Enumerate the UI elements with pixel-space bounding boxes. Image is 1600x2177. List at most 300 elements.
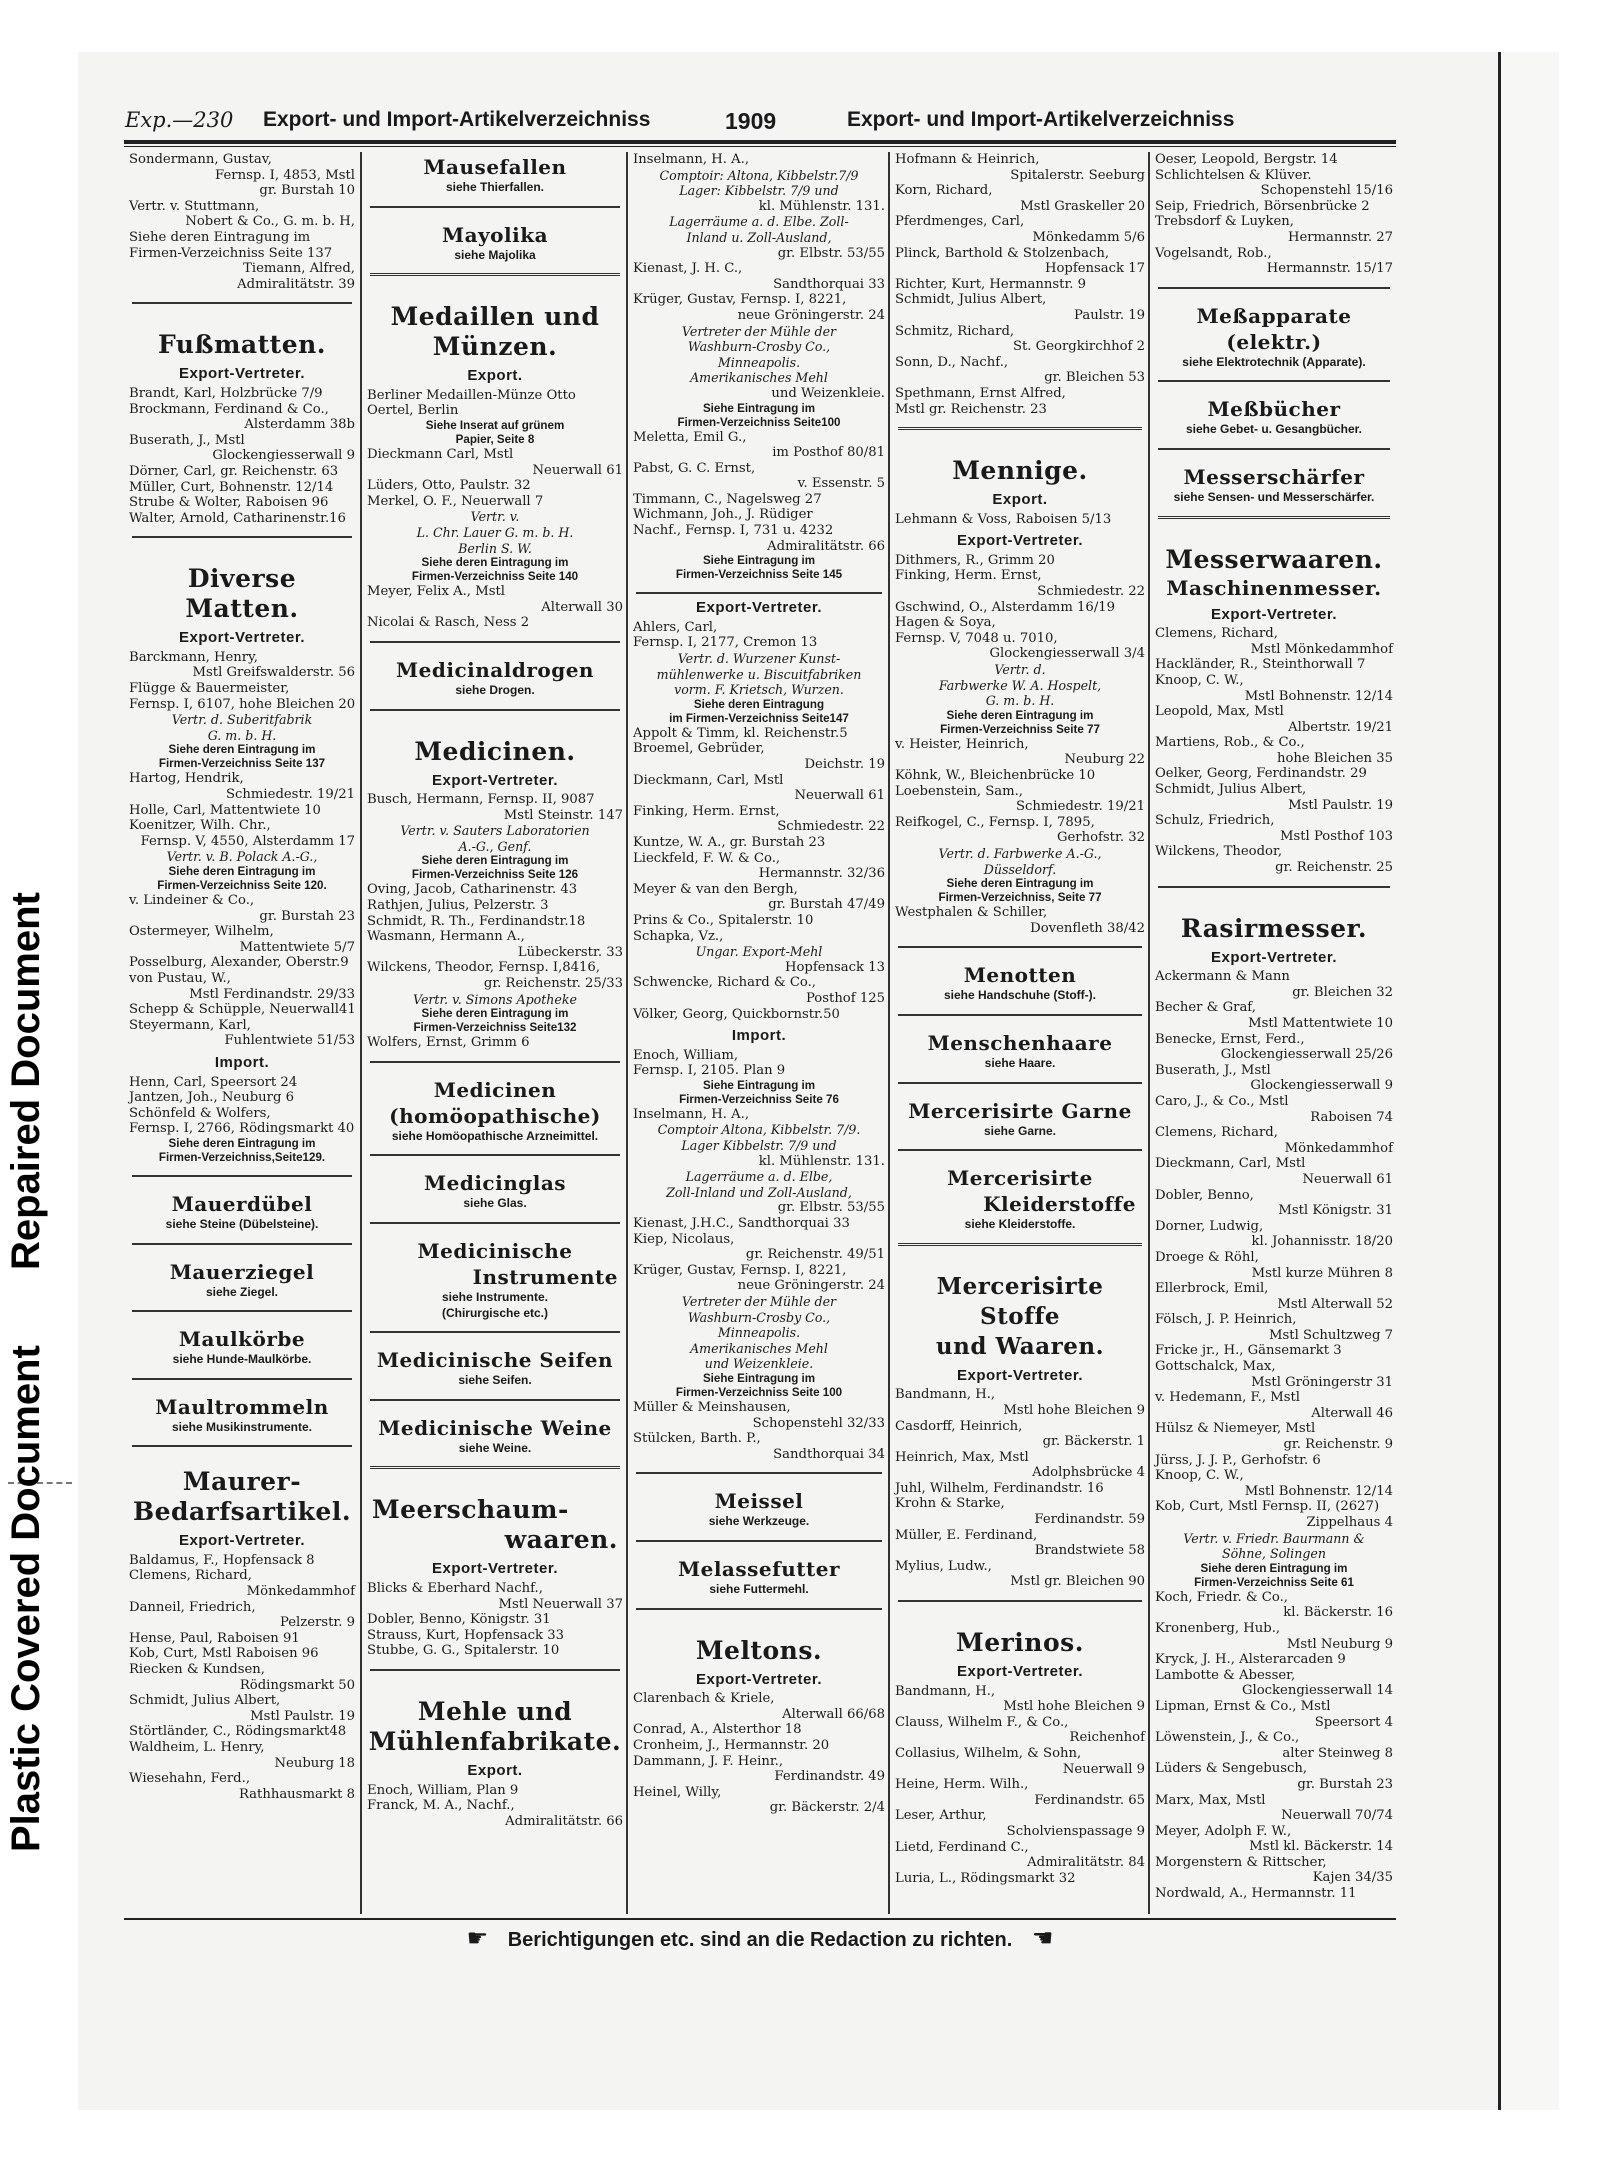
entry-line: Neuerwall 9	[1062, 1761, 1145, 1777]
entry-line: Rathhausmarkt 8	[238, 1786, 355, 1802]
divider	[636, 592, 882, 594]
entry-line: Wichmann, Joh., J. Rüdiger	[633, 507, 813, 523]
entry-line: Admiralitätstr. 39	[237, 276, 355, 292]
category-title: Melassefutter	[677, 1556, 841, 1581]
entry-line: Mstl gr. Bleichen 90	[1010, 1574, 1145, 1590]
entry-line: Posthof 125	[805, 990, 885, 1006]
entry-line: Gschwind, O., Alsterdamm 16/19	[895, 599, 1116, 615]
category-title: Medicinen.	[414, 736, 576, 766]
entry-line: gr. Burstah 47/49	[768, 897, 885, 913]
see-reference: siehe Majolika	[454, 247, 536, 262]
entry-line: Vertr. d. Wurzener Kunst-	[677, 651, 841, 667]
see-reference: siehe Haare.	[984, 1055, 1056, 1070]
see-reference: siehe Homöopathische Arzneimittel.	[391, 1128, 599, 1143]
entry-line: gr. Reichenstr. 25/33	[483, 976, 623, 992]
divider	[132, 1310, 352, 1312]
entry-note: Siehe Eintragung im	[702, 1078, 816, 1092]
entry-list	[628, 1048, 890, 1463]
footer-text: Berichtigungen etc. sind an die Redaction zu richten.	[507, 1929, 1013, 1951]
category-title: Meltons.	[695, 1635, 823, 1665]
entry-line: gr. Burstah 23	[259, 908, 355, 924]
entry-line: gr. Elbstr. 53/55	[777, 245, 885, 261]
entry-line: Mönkedamm 5/6	[1032, 229, 1145, 245]
column-3	[626, 152, 890, 1914]
entry-line: Lübeckerstr. 33	[517, 944, 623, 960]
entry-line: gr. Bäckerstr. 2/4	[769, 1800, 885, 1816]
entry-line: hohe Bleichen 35	[1276, 750, 1393, 766]
page-header	[125, 108, 1395, 138]
entry-line: Becher & Graf,	[1155, 1000, 1256, 1016]
category-title: Merinos.	[956, 1628, 1084, 1658]
divider	[1158, 886, 1390, 888]
category-title: Meerschaum-	[372, 1495, 569, 1525]
entry-line: Mstl kl. Bäckerstr. 14	[1249, 1839, 1393, 1855]
entry-line: Franck, M. A., Nachf.,	[367, 1798, 515, 1814]
footer-rule	[124, 1918, 1396, 1920]
entry-line: Wilckens, Theodor, Fernsp. I,8416,	[367, 960, 601, 976]
entry-note: Firmen-Verzeichniss Seite 137	[158, 757, 326, 771]
entry-note: im Firmen-Verzeichniss Seite147	[669, 711, 849, 725]
divider	[132, 1243, 352, 1245]
entry-line: Lipman, Ernst & Co., Mstl	[1155, 1698, 1331, 1714]
category-title: Maurer-	[182, 1467, 302, 1497]
section-subtitle: Export.	[467, 1761, 523, 1779]
entry-line: Raboisen 74	[1310, 1109, 1393, 1125]
entry-line: Ferdinandstr. 65	[1034, 1792, 1145, 1808]
entry-line: Hermannstr. 15/17	[1266, 261, 1393, 277]
entry-line: Mstl Mattentwiete 10	[1248, 1016, 1393, 1031]
entry-line: Hopfensack 13	[784, 959, 885, 975]
entry-line: Comptoir Altona, Kibbelstr. 7/9.	[657, 1122, 861, 1138]
see-reference: siehe Weine.	[458, 1440, 532, 1455]
entry-line: Inselmann, H. A.,	[633, 152, 750, 167]
entry-line: Kryck, J. H., Alsterarcaden 9	[1155, 1652, 1346, 1668]
entry-line: Köhnk, W., Bleichenbrücke 10	[895, 768, 1096, 783]
entry-line: Neuerwall 61	[794, 788, 885, 804]
category-title: Messerschärfer	[1183, 464, 1365, 489]
divider	[370, 1466, 620, 1469]
entry-line: Cronheim, J., Hermannstr. 20	[633, 1737, 830, 1753]
divider	[1158, 380, 1390, 382]
entry-line: Lambotte & Abesser,	[1155, 1667, 1296, 1683]
entry-line: Caro, J., & Co., Mstl	[1155, 1093, 1289, 1109]
entry-line: Clarenbach & Kriele,	[633, 1691, 775, 1707]
entry-line: Schepp & Schüpple, Neuerwall41	[129, 1002, 356, 1018]
entry-line: neue Gröningerstr. 24	[737, 307, 885, 323]
entry-line: Berlin S. W.	[458, 540, 532, 556]
entry-line: Amerikanisches Mehl	[690, 1340, 828, 1356]
entry-line: Buserath, J., Mstl	[1155, 1062, 1271, 1078]
entry-line: alter Steinweg 8	[1282, 1745, 1393, 1761]
entry-line: Vertr. v. Simons Apotheke	[413, 991, 577, 1007]
entry-line: Lagerräume a. d. Elbe,	[685, 1169, 833, 1185]
entry-note: Firmen-Verzeichniss, Seite 77	[938, 891, 1102, 905]
entry-line: kl. Mühlenstr. 131.	[758, 1153, 885, 1169]
entry-line: Busch, Hermann, Fernsp. II, 9087	[367, 792, 595, 808]
category-title: Menotten	[963, 963, 1077, 988]
see-reference: siehe Elektrotechnik (Apparate).	[1182, 354, 1366, 369]
entry-line: Mstl Gröningerstr 31	[1251, 1374, 1393, 1390]
entry-line: St. Georgkirchhof 2	[1012, 339, 1145, 355]
entry-line: Dieckmann, Carl, Mstl	[633, 772, 784, 788]
category-title: Mehle und	[417, 1696, 573, 1726]
entry-line: Nordwald, A., Hermannstr. 11	[1155, 1886, 1357, 1902]
entry-line: Söhne, Solingen	[1222, 1546, 1326, 1562]
entry-line: G. m. b. H.	[207, 727, 277, 743]
entry-line: Fernsp. V, 4550, Alsterdamm 17	[140, 833, 355, 849]
divider	[898, 1149, 1142, 1151]
col4-continued-entries	[890, 152, 1150, 417]
entry-line: Schapka, Vz.,	[633, 928, 724, 944]
see-reference: siehe Futtermehl.	[709, 1581, 809, 1596]
category-title-line2: waaren.	[504, 1525, 618, 1555]
entry-line: Clemens, Richard,	[1155, 626, 1278, 642]
entry-note: Firmen-Verzeichniss Seite 76	[679, 1092, 839, 1106]
see-reference: siehe Hunde-Maulkörbe.	[172, 1352, 312, 1367]
category-title-line2: (homöopathische)	[389, 1103, 601, 1128]
entry-line: Vertr. v.	[470, 509, 520, 525]
see-reference: siehe Handschuhe (Stoff-).	[943, 988, 1096, 1003]
entry-line: Prins & Co., Spitalerstr. 10	[633, 912, 814, 928]
entry-line: Mstl gr. Reichenstr. 23	[895, 401, 1047, 417]
entry-line: Pelzerstr. 9	[279, 1615, 355, 1631]
category-title-line2: Instrumente	[472, 1265, 618, 1289]
category-title-line2: Münzen.	[432, 332, 558, 362]
entry-line: Krüger, Gustav, Fernsp. I, 8221,	[633, 1262, 847, 1278]
entry-line: Reifkogel, C., Fernsp. I, 7895,	[895, 814, 1095, 830]
entry-line: Enoch, William, Plan 9	[367, 1782, 519, 1798]
entry-line: und Weizenkleie.	[704, 1356, 814, 1372]
category-title: Menschenhaare	[927, 1030, 1113, 1055]
entry-line: L. Chr. Lauer G. m. b. H.	[416, 524, 574, 540]
entry-line: Krüger, Gustav, Fernsp. I, 8221,	[633, 292, 847, 308]
entry-line: Kob, Curt, Mstl Fernsp. II, (2627)	[1155, 1499, 1380, 1515]
entry-line: Flügge & Bauermeister,	[129, 681, 290, 697]
section-subtitle: Export.	[992, 491, 1048, 509]
entry-line: Pferdmenges, Carl,	[895, 214, 1025, 230]
section-subtitle: Export-Vertreter.	[1210, 948, 1338, 966]
divider	[636, 1540, 882, 1542]
entry-line: Fernsp. I, 2105. Plan 9	[633, 1063, 786, 1079]
entry-line: Mstl hohe Bleichen 9	[1003, 1402, 1145, 1418]
pointing-hand-right-icon: ☚	[1031, 1925, 1054, 1952]
category-title: Medicinische Weine	[378, 1415, 612, 1440]
divider	[132, 1445, 352, 1447]
entry-line: Albertstr. 19/21	[1288, 719, 1393, 735]
entry-line: Alterwall 46	[1311, 1405, 1393, 1421]
entry-line: Glockengiesserwall 3/4	[989, 646, 1145, 662]
entry-line: Inland u. Zoll-Ausland,	[686, 229, 832, 245]
entry-note: Siehe deren Eintragung	[693, 697, 825, 711]
entry-line: Lager: Kibbelstr. 7/9 und	[679, 183, 839, 199]
entry-line: Neuerwall 61	[532, 462, 623, 478]
divider	[370, 1399, 620, 1401]
category-title-line2: Mühlenfabrikate.	[368, 1726, 622, 1756]
entry-line: Lagerräume a. d. Elbe. Zoll-	[669, 214, 849, 230]
entry-line: gr. Reichenstr. 25	[1275, 860, 1393, 876]
entry-line: Fernsp. I, 2177, Cremon 13	[633, 635, 818, 651]
entry-line: Comptoir: Altona, Kibbelstr.7/9	[659, 167, 859, 183]
see-reference: siehe Steine (Dübelsteine).	[165, 1216, 319, 1231]
entry-line: Mstl Königstr. 31	[1278, 1203, 1393, 1219]
entry-line: Völker, Georg, Quickbornstr.50	[633, 1006, 840, 1022]
entry-line: Mstl kurze Mühren 8	[1251, 1265, 1393, 1281]
entry-line: v. Hedemann, F., Mstl	[1155, 1390, 1301, 1406]
entry-line: Scholvienspassage 9	[1006, 1823, 1145, 1839]
entry-line: Meyer & van den Bergh,	[633, 881, 798, 897]
entry-line: Admiralitätstr. 66	[767, 538, 885, 554]
divider	[132, 1175, 352, 1177]
divider	[132, 302, 352, 304]
entry-line: Kajen 34/35	[1312, 1870, 1393, 1886]
category-title: Medicinische	[417, 1239, 573, 1263]
entry-line: Luria, L., Rödingsmarkt 32	[895, 1870, 1076, 1886]
entry-list	[890, 1684, 1150, 1887]
entry-line: Rödingsmarkt 50	[239, 1677, 355, 1693]
entry-line: Mstl Paulstr. 19	[1288, 797, 1393, 813]
entry-note: Siehe deren Eintragung im	[168, 865, 316, 878]
entry-line: Ellerbrock, Emil,	[1155, 1281, 1269, 1297]
page-footer	[124, 1924, 1396, 1953]
entry-line: G. m. b. H.	[985, 693, 1055, 709]
section-subtitle: Export-Vertreter.	[956, 1663, 1084, 1681]
see-reference: siehe Thierfallen.	[445, 180, 545, 194]
entry-line: Leser, Arthur,	[895, 1808, 987, 1824]
entry-line: Dobler, Benno, Königstr. 31	[367, 1612, 551, 1628]
divider	[898, 1600, 1142, 1602]
entry-line: Mstl Graskeller 20	[1020, 198, 1145, 214]
entry-line: Timmann, C., Nagelsweg 27	[633, 491, 822, 507]
entry-line: gr. Reichenstr. 9	[1283, 1437, 1393, 1453]
entry-line: Gottschalck, Max,	[1155, 1359, 1276, 1375]
section-subtitle: Export-Vertreter.	[431, 1560, 559, 1578]
see-reference: siehe Garne.	[983, 1123, 1057, 1138]
entry-line: Lieckfeld, F. W. & Co.,	[633, 850, 781, 866]
entry-line: Fuhlentwiete 51/53	[224, 1033, 355, 1049]
entry-line: Admiralitätstr. 84	[1027, 1855, 1145, 1871]
entry-note: Firmen-Verzeichniss Seite100	[677, 415, 841, 429]
entry-line: Seip, Friedrich, Börsenbrücke 2	[1155, 198, 1370, 214]
entry-line: Dobler, Benno,	[1155, 1187, 1254, 1203]
entry-line: Müller, E. Ferdinand,	[895, 1527, 1038, 1543]
side-labels	[0, 740, 70, 1860]
entry-line: Mstl Ferdinandstr. 29/33	[189, 986, 355, 1002]
entry-note: Siehe deren Eintragung im	[421, 1007, 569, 1021]
entry-line: Lager Kibbelstr. 7/9 und	[681, 1138, 837, 1154]
entry-line: gr. Elbstr. 53/55	[777, 1200, 885, 1216]
entry-note: Firmen-Verzeichniss Seite 145	[675, 568, 843, 582]
entry-line: Paulstr. 19	[1074, 307, 1145, 323]
divider	[370, 206, 620, 208]
entry-line: Brandt, Karl, Holzbrücke 7/9	[129, 385, 323, 401]
entry-line: Müller, Curt, Bohnenstr. 12/14	[129, 479, 334, 495]
category-subtitle: Maschinenmesser.	[1166, 575, 1382, 600]
entry-line: v. Essenstr. 5	[797, 476, 885, 492]
entry-line: Fernsp. V, 7048 u. 7010,	[895, 630, 1058, 646]
category-title: Meßapparate (elektr.)	[1196, 303, 1352, 354]
entry-list	[628, 620, 890, 1022]
entry-note: Firmen-Verzeichniss Seite 61	[1194, 1575, 1354, 1589]
entry-line: Koenitzer, Wilh. Chr.,	[129, 818, 271, 834]
entry-note: Siehe Eintragung im	[702, 401, 816, 415]
entry-line: kl. Johannisstr. 18/20	[1251, 1234, 1393, 1250]
entry-line: Korn, Richard,	[895, 183, 993, 199]
entry-line: Casdorff, Heinrich,	[895, 1418, 1023, 1434]
entry-line: Tiemann, Alfred,	[243, 261, 355, 277]
entry-line: Stülcken, Barth. P.,	[633, 1431, 761, 1447]
entry-line: Zippelhaus 4	[1306, 1515, 1393, 1530]
divider	[370, 1669, 620, 1671]
entry-line: Hackländer, R., Steinthorwall 7	[1155, 657, 1366, 673]
entry-line: Störtländer, C., Rödingsmarkt48	[129, 1724, 347, 1740]
entry-line: Vertr. d. Farbwerke A.-G.,	[938, 845, 1102, 861]
divider	[636, 1472, 882, 1474]
entry-line: Rathjen, Julius, Pelzerstr. 3	[367, 898, 549, 914]
entry-line: Heinel, Willy,	[633, 1784, 722, 1800]
entry-line: Lüders & Sengebusch,	[1155, 1761, 1308, 1777]
divider	[370, 1061, 620, 1063]
entry-line: Bandmann, H.,	[895, 1387, 996, 1403]
entry-note: Siehe deren Eintragung im	[168, 743, 316, 757]
entry-line: Vertreter der Mühle der	[681, 1294, 837, 1309]
header-left-title: Export- und Import-Artikelverzeichniss	[263, 108, 651, 131]
entry-line: Posselburg, Alexander, Oberstr.9	[129, 955, 349, 971]
entry-note: Firmen-Verzeichniss Seite 100	[675, 1385, 843, 1399]
entry-list	[362, 1783, 628, 1830]
entry-line: Schmiedestr. 22	[1037, 584, 1145, 600]
entry-note: Firmen-Verzeichniss,Seite129.	[158, 1150, 326, 1164]
entry-line: Mattentwiete 5/7	[239, 939, 355, 955]
column-2	[360, 152, 628, 1914]
entry-line: Washburn-Crosby Co.,	[687, 1309, 831, 1325]
divider	[898, 946, 1142, 948]
entry-line: kl. Mühlenstr. 131.	[758, 198, 885, 214]
entry-line: Fölsch, J. P. Heinrich,	[1155, 1312, 1297, 1328]
divider	[132, 1378, 352, 1380]
entry-line: Baldamus, F., Hopfensack 8	[129, 1552, 315, 1568]
entry-line: Clemens, Richard,	[1155, 1125, 1278, 1141]
entry-line: Richter, Kurt, Hermannstr. 9	[895, 276, 1087, 292]
see-reference: siehe Gebet- u. Gesangbücher.	[1185, 422, 1363, 437]
entry-line: Fernsp. I, 6107, hohe Bleichen 20	[129, 696, 356, 712]
entry-line: Firmen-Verzeichniss Seite 137	[129, 245, 333, 261]
entry-line: Heinrich, Max, Mstl	[895, 1449, 1029, 1465]
entry-line: Fernsp. I, 2766, Rödingsmarkt 40	[129, 1121, 355, 1137]
section-subtitle: Export-Vertreter.	[178, 629, 306, 647]
entry-line: Henn, Carl, Speersort 24	[129, 1074, 298, 1090]
entry-line: Enoch, William,	[633, 1047, 739, 1063]
entry-line: Knoop, C. W.,	[1155, 1468, 1244, 1484]
entry-line: Washburn-Crosby Co.,	[687, 339, 831, 355]
entry-line: Hopfensack 17	[1044, 261, 1145, 277]
entry-line: Vertr. v. Sauters Laboratorien	[400, 823, 590, 839]
entry-line: Nachf., Fernsp. I, 731 u. 4232	[633, 523, 834, 539]
entry-line: Kienast, J.H.C., Sandthorquai 33	[633, 1216, 850, 1232]
entry-line: Merkel, O. F., Neuerwall 7	[367, 493, 544, 509]
entry-line: Alsterdamm 38b	[244, 417, 355, 433]
entry-list	[890, 553, 1150, 936]
entry-line: Neuerwall 70/74	[1281, 1808, 1393, 1824]
divider	[636, 1608, 882, 1610]
entry-line: Mstl Bohnenstr. 12/14	[1244, 1483, 1393, 1499]
entry-line: Meletta, Emil G.,	[633, 429, 747, 445]
category-title-line2: Kleiderstoffe	[983, 1192, 1136, 1217]
divider	[370, 273, 620, 276]
entry-line: Ostermeyer, Wilhelm,	[129, 924, 274, 940]
section-subtitle: Export-Vertreter.	[956, 532, 1084, 550]
entry-line: Hofmann & Heinrich,	[895, 152, 1040, 167]
entry-line: Collasius, Wilhelm, & Sohn,	[895, 1746, 1082, 1761]
divider	[898, 427, 1142, 430]
entry-line: Schwencke, Richard & Co.,	[633, 975, 817, 991]
repaired-document-label: Repaired Document	[4, 892, 48, 1270]
entry-line: Hermannstr. 27	[1287, 229, 1393, 245]
entry-line: Waldheim, L. Henry,	[129, 1740, 265, 1755]
category-title: Maultrommeln	[155, 1394, 329, 1419]
entry-line: Schlichtelsen & Klüver.	[1155, 167, 1312, 183]
entry-line: Mstl Bohnenstr. 12/14	[1244, 688, 1393, 704]
entry-line: Minneapolis.	[717, 1325, 801, 1341]
entry-line: Benecke, Ernst, Ferd.,	[1155, 1031, 1305, 1047]
entry-line: Heine, Herm. Wilh.,	[895, 1777, 1029, 1793]
entry-list	[124, 1075, 360, 1165]
category-title: Mauerdübel	[171, 1191, 313, 1216]
see-reference: siehe Seifen.	[458, 1373, 532, 1388]
see-reference: siehe Instrumente.	[441, 1290, 549, 1304]
entry-line: Sandthorquai 33	[773, 276, 885, 292]
entry-line: kl. Bäckerstr. 16	[1283, 1605, 1393, 1621]
entry-line: Hense, Paul, Raboisen 91	[129, 1630, 300, 1646]
entry-line: Gerhofstr. 32	[1056, 830, 1145, 846]
entry-line: Glockengiesserwall 14	[1241, 1683, 1393, 1699]
entry-line: Steyermann, Karl,	[129, 1017, 251, 1033]
entry-line: Schmiedestr. 19/21	[1016, 799, 1145, 815]
entry-line: Danneil, Friedrich,	[129, 1599, 256, 1615]
entry-note: Firmen-Verzeichniss Seite132	[413, 1021, 577, 1035]
entry-note: Siehe deren Eintragung im	[168, 1136, 316, 1150]
col3-continued-entries	[628, 152, 890, 582]
entry-line: Buserath, J., Mstl	[129, 432, 245, 448]
divider	[370, 1154, 620, 1156]
entry-line: Vertr. v. Friedr. Baurmann &	[1183, 1530, 1365, 1546]
entry-line: Trebsdorf & Luyken,	[1155, 214, 1294, 230]
entry-line: Barckmann, Henry,	[129, 649, 258, 665]
col1-continued-entries	[124, 152, 360, 292]
entry-line: Leopold, Max, Mstl	[1155, 704, 1284, 720]
section-subtitle: Export-Vertreter.	[178, 1532, 306, 1550]
category-title: Rasirmesser.	[1180, 913, 1368, 943]
entry-line: Düsseldorf.	[983, 861, 1057, 877]
category-title: Mayolika	[441, 222, 549, 247]
see-reference: siehe Sensen- und Messerschärfer.	[1173, 489, 1375, 504]
header-rule-thin	[124, 146, 1396, 147]
entry-list	[362, 1581, 628, 1659]
entry-line: Mstl Posthof 103	[1279, 828, 1393, 844]
entry-line: Berliner Medaillen-Münze Otto	[367, 387, 576, 403]
category-title: Mercerisirte Stoffe	[936, 1272, 1104, 1330]
category-title: Fußmatten.	[157, 330, 326, 360]
entry-line: A.-G., Genf.	[458, 838, 532, 854]
entry-line: Ackermann & Mann	[1155, 969, 1290, 985]
entry-line: gr. Burstah 10	[259, 183, 355, 199]
entry-line: Mönkedammhof	[246, 1584, 355, 1600]
entry-line: Schmiedestr. 19/21	[226, 787, 355, 803]
entry-line: Alterwall 66/68	[782, 1706, 885, 1722]
entry-line: Fricke jr., H., Gänsemarkt 3	[1155, 1343, 1342, 1359]
entry-line: Admiralitätstr. 66	[505, 1813, 623, 1829]
section-subtitle: Export-Vertreter.	[695, 599, 823, 617]
entry-note: Siehe Eintragung im	[702, 1371, 816, 1385]
